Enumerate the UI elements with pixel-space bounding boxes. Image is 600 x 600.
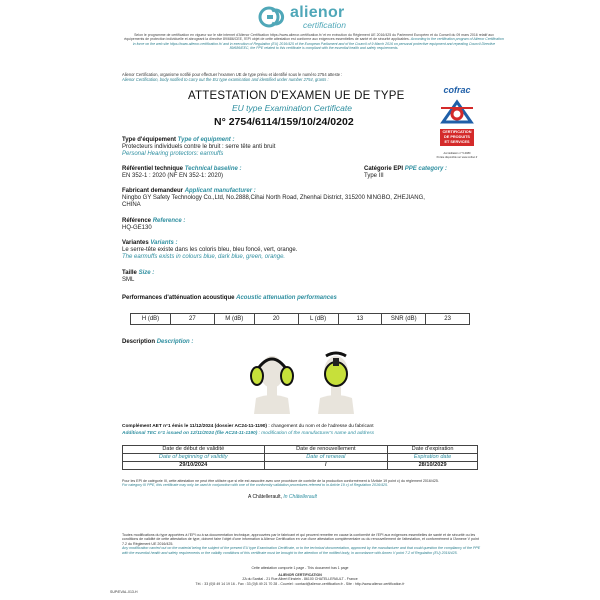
date-expiry-value: 28/10/2029: [388, 462, 478, 470]
product-photo-side: [312, 344, 360, 416]
signature-en: In Châtellerault: [283, 494, 317, 500]
equipment-type-value-fr: Protecteurs individuels contre le bruit : serre tête anti bruit: [122, 144, 276, 150]
reference-label: [122, 218, 185, 224]
signature-fr: A Châtellerault,: [248, 494, 282, 500]
attenuation-cell-h-value: 27: [171, 314, 215, 325]
attenuation-cell-h-label: H (dB): [131, 314, 171, 325]
ppe-category-label: [364, 166, 447, 172]
size-value: SML: [122, 277, 135, 283]
description-label-fr: Description: [122, 339, 156, 345]
table-row: [123, 454, 478, 462]
description-label-en: Description :: [156, 339, 194, 345]
footer: [122, 573, 478, 586]
product-photo-front: [248, 344, 296, 416]
reference-label-fr: Référence: [122, 218, 152, 224]
complement-en-bold: Additional TEC n°1 issued on 12/11/2024 (file AC24-11-1190): [122, 431, 258, 436]
signature-place: [248, 494, 317, 500]
equipment-type-label-fr: Type d'équipement: [122, 137, 176, 143]
technical-baseline-label: [122, 166, 242, 172]
cofrac-accreditation: Accréditation n° 5-0080: [443, 152, 471, 155]
brand-sub: certification: [303, 20, 346, 30]
complement-fr-norm: : changement du nom et de l'adresse du fabricant: [267, 424, 374, 429]
cofrac-badge: [427, 85, 487, 167]
technical-baseline-label-fr: Référentiel technique: [122, 166, 184, 172]
complement-fr-bold: Complément AET n°1 émis le 11/12/2024 (dossier AC24-11-1190): [122, 424, 268, 429]
complement-en-norm: : modification of the manufacturer's name and address: [257, 431, 375, 436]
notified-body-en: Alienor Certification, body notified to carry out the EU type examination and identified under number 2754, grants :: [122, 77, 329, 82]
brand-name: alienor: [290, 4, 345, 21]
attenuation-cell-snr-label: SNR (dB): [382, 314, 426, 325]
cofrac-emblem-icon: [439, 96, 475, 128]
date-header-start-fr: Date de début de validité: [123, 446, 265, 454]
ppe-category-label-fr: Catégorie EPI: [364, 166, 404, 172]
date-header-renewal-en: Date of renewal: [264, 454, 388, 462]
legal-paragraph: [122, 533, 482, 555]
page-title: ATTESTATION D'EXAMEN UE DE TYPE: [188, 90, 405, 102]
variants-value-fr: Le serre-tête existe dans les coloris bleu, bleu foncé, vert, orange.: [122, 247, 298, 253]
validity-note-fr: Pour les EPI de catégorie III, cette attestation ne peut être utilisée que si elle est associée avec une procédure de contrôle de la production conformément à l'Article 19 point c) du règlement 2016/425.: [122, 479, 439, 483]
date-header-start-en: Date of beginning of validity: [123, 454, 265, 462]
intro-en: According to the certification program of Alienor Certification in force on the web site https://www.alienor-certification.fr/ and in execution of Regulation (EU) 2016/425 of the European Parliament and of the Council of 9 March 2016 on personal protective equipment and repealing Council Directive 89/686/EEC, the PPE related to this certificate is compliant with the essential health and safety requirements.: [132, 37, 504, 50]
attenuation-cell-l-label: L (dB): [298, 314, 338, 325]
footer-company: ALIENOR CERTIFICATION: [278, 573, 322, 577]
attenuation-cell-m-label: M (dB): [214, 314, 254, 325]
legal-en: Any modification carried out on the material being the subject of the present EU type Examination Certificate, or to the technical documentation, approved by the manufacturer and that could question the compliancy of the PPE with the essential health and safety requirements or the validity conditions of this certificate must be brought to the attention of the notified body, in accordance with Annex V point 7.2 of Regulation (EU) 2016/425.: [122, 546, 481, 555]
manufacturer-value-line-1: Ningbo GY Safety Technology Co.,Ltd, No.2888,Cihai North Road, Zhenhai District, 315200 NINGBO, ZHEJIANG,: [122, 195, 425, 201]
technical-baseline-label-en: Technical baseline :: [184, 166, 242, 172]
complement-fr: [122, 424, 374, 429]
variants-label-en: Variants :: [150, 240, 178, 246]
attenuation-cell-l-value: 13: [338, 314, 382, 325]
legal-fr: Toutes modifications du type apportées à l'EPI ou à sa documentation technique, approuvées par le fabricant et qui peuvent remettre en cause la conformité de l'EPI aux exigences essentielles de santé et de sécurité ou les conditions de validité de cette attestation de type, doivent faire l'objet d'une information à Alienor Certification en vue d'une attestation complémentaire ou du renouvellement de l'attestation, et conformément à l'Annexe V point 7.2 du Règlement UE 2016/425.: [122, 533, 479, 546]
complement-en: [122, 431, 374, 436]
reference-label-en: Reference :: [152, 218, 186, 224]
notified-body: [122, 72, 478, 82]
size-label: [122, 270, 154, 276]
size-label-en: Size :: [138, 270, 155, 276]
attenuation-label-en: Acoustic attenuation performances: [236, 295, 337, 301]
date-header-expiry-en: Expiration date: [388, 454, 478, 462]
validity-note: [122, 479, 482, 488]
manufacturer-value: [122, 195, 492, 210]
attenuation-label-fr: Performances d'atténuation acoustique: [122, 295, 235, 301]
footer-address: ZA du Sanital - 21 Rue Albert Einstein - 86100 CHATELLERAULT - France: [242, 577, 358, 582]
notified-body-fr: Alienor Certification, organisme notifié pour effectuer l'examen UE de type prévu et identifié sous le numéro 2754 atteste :: [122, 72, 343, 77]
pages-note: Cette attestation comporte 1 page - This document has 1 page: [251, 566, 349, 570]
date-header-renewal-fr: Date de renouvellement: [264, 446, 388, 454]
manufacturer-value-line-2: CHINA: [122, 202, 141, 209]
date-renewal-value: /: [264, 462, 388, 470]
equipment-type-label: [122, 137, 234, 143]
cofrac-line-3: ET SERVICES: [444, 140, 470, 144]
cofrac-line-2: DE PRODUITS: [444, 135, 470, 139]
certificate-number: N° 2754/6114/159/10/24/0202: [214, 116, 354, 128]
intro-paragraph: [124, 33, 504, 50]
equipment-type-value-en: Personal Hearing protectors: earmuffs: [122, 151, 224, 157]
date-header-expiry-fr: Date d'expiration: [388, 446, 478, 454]
table-row: [123, 446, 478, 454]
table-row: [123, 462, 478, 470]
cofrac-scope: Portée disponible sur www.cofrac.fr: [436, 156, 478, 159]
validity-note-en: For category III PPE, this certificate may only be used in conjunction with one of the conformity validation procedures referred to in Article 19 c) of Regulation 2016/425.: [122, 483, 388, 488]
attenuation-table: [130, 313, 470, 325]
equipment-type-label-en: Type of equipment :: [177, 137, 235, 143]
size-label-fr: Taille: [122, 270, 137, 276]
attenuation-cell-snr-value: 23: [426, 314, 470, 325]
variants-label-fr: Variantes: [122, 240, 149, 246]
document-reference: SUP/EVAL-013-H: [110, 590, 138, 594]
footer-contact: Tél. : 33 (0)5 49 14 19 16 - Fax : 33 (0)5 49 21 70 28 - Courriel : contact@alienor-certification.fr - Site : http://www.alienor-certification.fr: [195, 581, 405, 586]
variants-value-en: The earmuffs exists in colours blue, dark blue, green, orange.: [122, 254, 286, 260]
variants-label: [122, 240, 177, 246]
manufacturer-label-fr: Fabricant demandeur: [122, 188, 184, 194]
date-start-value: 29/10/2024: [123, 462, 265, 470]
reference-value: HQ-GE130: [122, 225, 152, 231]
description-label: [122, 339, 193, 345]
ppe-category-label-en: PPE category :: [404, 166, 448, 172]
manufacturer-label-en: Applicant manufacturer :: [184, 188, 256, 194]
intro-fr: Selon le programme de certification en vigueur sur le site internet d'Alienor Certification https://www.alienor-certification.fr/ et en exécution du Règlement UE 2016/425 du Parlement Européen et du Conseil du 09 mars 2016 relatif aux équipements de protection individuelle et abrogeant la directive 89/686/CEE, l'EPI objet de cette attestation est conforme aux exigences essentielles de santé et de sécurité applicables.: [124, 33, 494, 42]
ppe-category-value: Type III: [364, 173, 384, 179]
attenuation-label: [122, 295, 337, 301]
table-row: [131, 314, 470, 325]
manufacturer-label: [122, 188, 256, 194]
dates-table: [122, 445, 478, 470]
alienor-logo-icon: [258, 6, 286, 28]
attenuation-cell-m-value: 20: [254, 314, 298, 325]
page-subtitle: EU type Examination Certificate: [232, 103, 352, 113]
cofrac-line-1: CERTIFICATION: [442, 130, 472, 134]
cofrac-name: cofrac: [443, 85, 471, 95]
technical-baseline-value: EN 352-1 : 2020 (NF EN 352-1: 2020): [122, 173, 224, 179]
